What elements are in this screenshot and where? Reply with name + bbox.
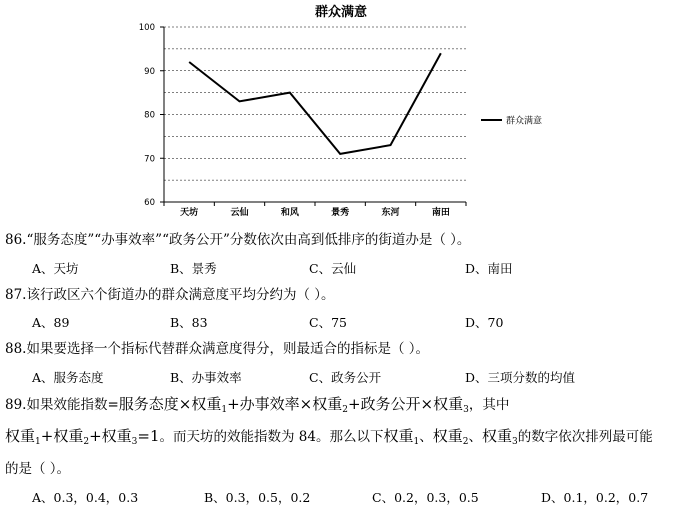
question-87: 87.该行政区六个街道办的群众满意度平均分约为（ ）。	[5, 287, 335, 303]
option-86-a[interactable]: A、天坊	[32, 261, 79, 276]
option-88-b[interactable]: B、办事效率	[170, 370, 242, 385]
question-88: 88.如果要选择一个指标代替群众满意度得分，则最适合的指标是（ ）。	[5, 341, 430, 357]
option-86-c[interactable]: C、云仙	[309, 261, 357, 276]
q89-tail: 的数字依次排列最可能	[517, 429, 653, 445]
q89-weight-sub-2: 2	[83, 437, 90, 447]
q89-ask-sub-3: 3	[512, 437, 518, 447]
question-89-line-2	[5, 427, 689, 446]
x-tick-label: 和风	[280, 208, 299, 218]
q89-ask-sub-2: 2	[462, 437, 469, 447]
y-tick-label: 60	[144, 198, 155, 208]
option-88-d[interactable]: D、三项分数的均值	[465, 370, 576, 385]
q89-suffix: ，其中	[468, 397, 510, 413]
q89-weight-sub-3: 3	[131, 437, 138, 447]
q89-sub-2: 2	[342, 405, 348, 415]
q89-weight-sum: =1	[137, 427, 160, 445]
series-line-qunzhong-manyi	[189, 53, 441, 154]
option-87-a[interactable]: A、89	[32, 315, 70, 330]
x-axis-ticks	[164, 202, 466, 218]
q89-ask-weight-2: 权重	[432, 427, 463, 445]
question-88-options	[0, 368, 691, 386]
q89-weight-3: +权重	[89, 427, 132, 445]
y-tick-label: 70	[144, 154, 155, 165]
q89-formula-term-2: +办事效率×权重	[227, 395, 343, 413]
chart-title: 群众满意	[314, 5, 368, 20]
question-89-line-1	[5, 395, 689, 414]
q89-formula-term-1: 服务态度×权重	[118, 395, 222, 413]
x-tick-label: 东河	[381, 208, 400, 218]
option-89-a[interactable]: A、0.3，0.4，0.3	[32, 490, 139, 505]
q89-sub-3: 3	[463, 405, 469, 415]
y-tick-label: 80	[144, 110, 155, 121]
q89-ask-sub-1: 1	[413, 437, 420, 447]
q89-ask-weight-3: 权重	[481, 427, 512, 445]
y-tick-label: 100	[138, 23, 155, 33]
satisfaction-line-chart	[0, 0, 691, 230]
q89-sep-1: 、	[419, 429, 433, 445]
x-tick-label: 天坊	[180, 208, 199, 218]
q89-ask-weight-1: 权重	[383, 427, 414, 445]
question-86-options	[0, 259, 691, 277]
option-86-d[interactable]: D、南田	[465, 261, 513, 276]
q89-weight-1: 权重	[5, 427, 36, 445]
option-89-c[interactable]: C、0.2，0.3，0.5	[372, 490, 479, 505]
option-87-d[interactable]: D、70	[465, 315, 504, 330]
gridlines	[164, 27, 466, 180]
q89-prefix: 89.如果效能指数=	[5, 397, 119, 413]
option-88-c[interactable]: C、政务公开	[309, 370, 382, 385]
y-tick-label: 90	[144, 66, 155, 77]
option-86-b[interactable]: B、景秀	[170, 261, 217, 276]
option-89-b[interactable]: B、0.3，0.5，0.2	[204, 490, 311, 505]
q89-sub-1: 1	[221, 405, 228, 415]
q89-sep-2: 、	[468, 429, 482, 445]
question-86: 86.“服务态度”“办事效率”“政务公开”分数依次由高到低排序的街道办是（ ）。	[5, 232, 471, 248]
q89-weight-2: +权重	[40, 427, 84, 445]
option-87-c[interactable]: C、75	[309, 315, 347, 330]
q89-weight-sub-1: 1	[35, 437, 41, 447]
legend-label: 群众满意	[506, 116, 543, 127]
question-89-line-3: 的是（ ）。	[5, 461, 71, 477]
x-tick-label: 南田	[431, 208, 450, 218]
option-89-d[interactable]: D、0.1，0.2，0.7	[541, 490, 649, 505]
question-89-options	[0, 488, 691, 506]
option-87-b[interactable]: B、83	[170, 315, 208, 330]
q89-formula-term-3: +政务公开×权重	[347, 395, 464, 413]
x-tick-label: 景秀	[331, 208, 350, 218]
y-axis-ticks	[139, 23, 164, 208]
question-87-options	[0, 313, 691, 331]
x-tick-label: 云仙	[230, 208, 249, 218]
option-88-a[interactable]: A、服务态度	[32, 370, 104, 385]
q89-mid-text: 。而天坊的效能指数为 84。那么以下	[159, 429, 384, 445]
